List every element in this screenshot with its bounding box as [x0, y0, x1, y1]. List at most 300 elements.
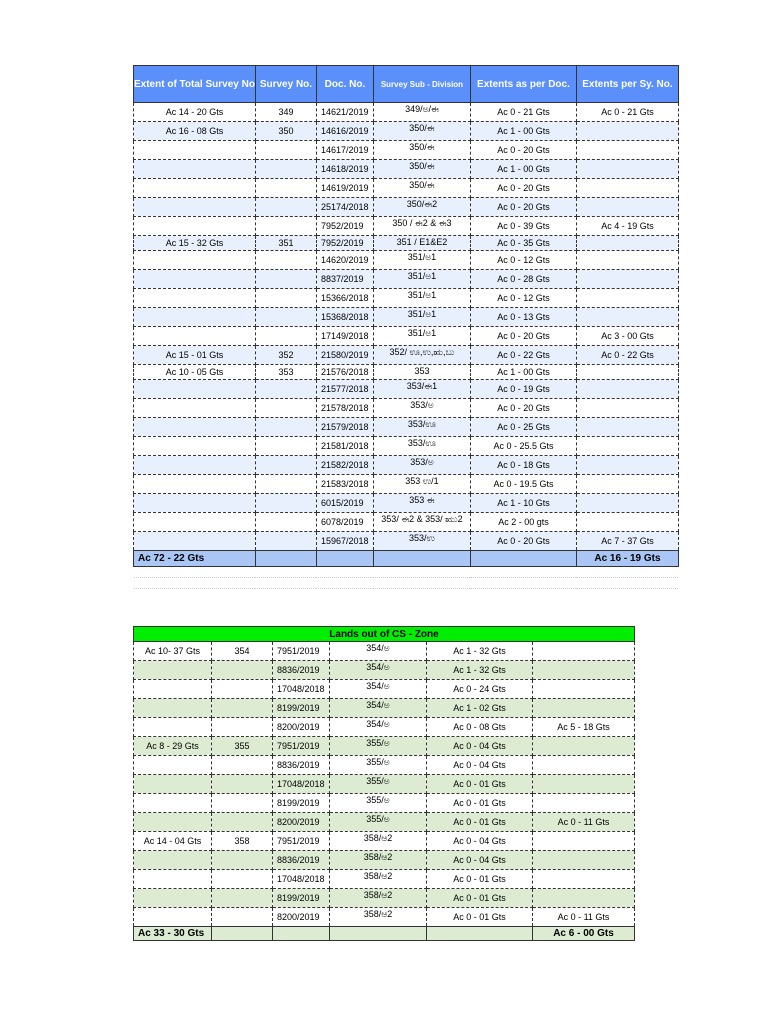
- survey-no-cell: [212, 699, 273, 718]
- table-row: [134, 756, 635, 775]
- extent-doc-cell: Ac 0 - 18 Gts: [470, 456, 576, 475]
- table-row: [134, 346, 679, 365]
- survey-no-cell: [255, 308, 316, 327]
- sub-division-cell: 354/ಅ: [330, 661, 427, 680]
- doc-no-cell: 14621/2019: [316, 103, 373, 122]
- extent-doc-cell: Ac 0 - 35 Gts: [470, 236, 576, 251]
- extent-sy-cell: Ac 0 - 22 Gts: [576, 346, 678, 365]
- extent-sy-cell: Ac 4 - 19 Gts: [576, 217, 678, 236]
- extent-sy-cell: [576, 380, 678, 399]
- sub-division-cell: 358/ಆ2: [330, 870, 427, 889]
- doc-no-cell: 8837/2019: [316, 270, 373, 289]
- spacer-row: [134, 567, 679, 578]
- extent-total-cell: [134, 794, 212, 813]
- extent-sy-cell: [576, 513, 678, 532]
- survey-no-cell: [212, 794, 273, 813]
- survey-no-cell: [255, 475, 316, 494]
- doc-no-cell: 7951/2019: [273, 737, 330, 756]
- extent-total-cell: [134, 160, 256, 179]
- empty-cell: [316, 567, 373, 578]
- extent-total-cell: [134, 699, 212, 718]
- extent-total-cell: [134, 456, 256, 475]
- sub-division-cell: 351/ಅ1: [373, 308, 470, 327]
- extent-total-cell: [134, 661, 212, 680]
- table-row: [134, 908, 635, 927]
- extent-doc-cell: Ac 0 - 20 Gts: [470, 198, 576, 217]
- doc-no-cell: 17048/2018: [273, 870, 330, 889]
- extent-sy-cell: [576, 122, 678, 141]
- survey-no-cell: [255, 399, 316, 418]
- extent-total-cell: [134, 179, 256, 198]
- empty-cell: [134, 578, 256, 589]
- extent-sy-cell: Ac 3 - 00 Gts: [576, 327, 678, 346]
- sub-division-cell: 351 / E1&E2: [373, 236, 470, 251]
- doc-no-cell: 7952/2019: [316, 236, 373, 251]
- sub-division-cell: 351/ಅ1: [373, 251, 470, 270]
- survey-no-cell: [255, 456, 316, 475]
- table-row: [134, 270, 679, 289]
- table-row: [134, 661, 635, 680]
- survey-no-cell: [212, 908, 273, 927]
- empty-cell: [255, 567, 316, 578]
- extent-doc-cell: Ac 1 - 02 Gts: [427, 699, 533, 718]
- sub-division-cell: 353/ಊ: [373, 418, 470, 437]
- extent-sy-cell: [533, 870, 635, 889]
- extent-doc-cell: Ac 0 - 20 Gts: [470, 141, 576, 160]
- doc-no-cell: 17149/2018: [316, 327, 373, 346]
- empty-cell: [373, 551, 470, 567]
- doc-no-cell: 7951/2019: [273, 832, 330, 851]
- extent-doc-cell: Ac 0 - 08 Gts: [427, 718, 533, 737]
- doc-no-cell: 8199/2019: [273, 889, 330, 908]
- sub-division-cell: 353/ಅ: [373, 456, 470, 475]
- table-row: [134, 813, 635, 832]
- table-row: [134, 179, 679, 198]
- extent-total-cell: [134, 889, 212, 908]
- survey-no-cell: [255, 532, 316, 551]
- empty-cell: [134, 567, 256, 578]
- survey-no-cell: [255, 160, 316, 179]
- extent-doc-cell: Ac 0 - 01 Gts: [427, 870, 533, 889]
- doc-no-cell: 21582/2018: [316, 456, 373, 475]
- extent-sy-cell: Ac 0 - 21 Gts: [576, 103, 678, 122]
- survey-no-cell: [255, 179, 316, 198]
- extent-doc-cell: Ac 0 - 01 Gts: [427, 794, 533, 813]
- extent-doc-cell: Ac 0 - 28 Gts: [470, 270, 576, 289]
- extent-sy-cell: Ac 0 - 11 Gts: [533, 908, 635, 927]
- extent-total-cell: Ac 16 - 08 Gts: [134, 122, 256, 141]
- total-extent-cell: Ac 33 - 30 Gts: [134, 927, 212, 941]
- sub-division-cell: 350/ಈ: [373, 141, 470, 160]
- extent-doc-cell: Ac 0 - 25 Gts: [470, 418, 576, 437]
- survey-no-cell: [255, 217, 316, 236]
- table-row: [134, 289, 679, 308]
- spacer-row: [134, 578, 679, 589]
- header-extent-per-doc: Extents as per Doc.: [470, 66, 576, 103]
- extent-doc-cell: Ac 0 - 22 Gts: [470, 346, 576, 365]
- survey-no-cell: [212, 870, 273, 889]
- table-row: [134, 494, 679, 513]
- empty-cell: [470, 551, 576, 567]
- survey-no-cell: [212, 680, 273, 699]
- extent-sy-cell: [533, 775, 635, 794]
- extent-doc-cell: Ac 0 - 13 Gts: [470, 308, 576, 327]
- doc-no-cell: 15366/2018: [316, 289, 373, 308]
- extent-total-cell: [134, 289, 256, 308]
- sub-division-cell: 358/ಆ2: [330, 832, 427, 851]
- extent-sy-cell: [533, 756, 635, 775]
- doc-no-cell: 14617/2019: [316, 141, 373, 160]
- sub-division-cell: 353 ಉ/1: [373, 475, 470, 494]
- extent-total-cell: [134, 756, 212, 775]
- doc-no-cell: 7951/2019: [273, 642, 330, 661]
- sub-division-cell: 353/ಉ: [373, 532, 470, 551]
- header-doc-no: Doc. No.: [316, 66, 373, 103]
- extent-doc-cell: Ac 1 - 00 Gts: [470, 122, 576, 141]
- extent-total-cell: [134, 870, 212, 889]
- doc-no-cell: 21581/2018: [316, 437, 373, 456]
- header-survey-sub-division: Survey Sub - Division: [373, 66, 470, 103]
- extent-doc-cell: Ac 0 - 01 Gts: [427, 813, 533, 832]
- survey-no-cell: [212, 661, 273, 680]
- empty-cell: [576, 567, 678, 578]
- table-row: [134, 851, 635, 870]
- extent-doc-cell: Ac 0 - 20 Gts: [470, 399, 576, 418]
- sub-division-cell: 352/ ಊ,ಉ,ಋ,ಬು: [373, 346, 470, 365]
- extent-doc-cell: Ac 2 - 00 gts: [470, 513, 576, 532]
- extent-doc-cell: Ac 0 - 19.5 Gts: [470, 475, 576, 494]
- table-row: [134, 308, 679, 327]
- survey-no-cell: 351: [255, 236, 316, 251]
- doc-no-cell: 21578/2018: [316, 399, 373, 418]
- empty-cell: [576, 578, 678, 589]
- survey-no-cell: 349: [255, 103, 316, 122]
- doc-no-cell: 14616/2019: [316, 122, 373, 141]
- extent-sy-cell: [576, 160, 678, 179]
- extent-sy-cell: [576, 494, 678, 513]
- sub-division-cell: 353: [373, 365, 470, 380]
- doc-no-cell: 14620/2019: [316, 251, 373, 270]
- empty-cell: [255, 551, 316, 567]
- extent-total-cell: [134, 327, 256, 346]
- doc-no-cell: 15368/2018: [316, 308, 373, 327]
- table-row: [134, 380, 679, 399]
- extent-doc-cell: Ac 0 - 25.5 Gts: [470, 437, 576, 456]
- extent-total-cell: Ac 15 - 32 Gts: [134, 236, 256, 251]
- header-extent-per-sy: Extents per Sy. No.: [576, 66, 678, 103]
- empty-cell: [427, 927, 533, 941]
- sub-division-cell: 355/ಅ: [330, 737, 427, 756]
- table-row: [134, 832, 635, 851]
- extent-total-cell: Ac 14 - 04 Gts: [134, 832, 212, 851]
- extent-total-cell: Ac 15 - 01 Gts: [134, 346, 256, 365]
- extent-doc-cell: Ac 0 - 12 Gts: [470, 251, 576, 270]
- survey-no-cell: [255, 327, 316, 346]
- survey-no-cell: [255, 418, 316, 437]
- extent-total-cell: [134, 380, 256, 399]
- extent-sy-cell: [576, 475, 678, 494]
- extent-sy-cell: [533, 699, 635, 718]
- total-row: [134, 927, 635, 941]
- doc-no-cell: 14618/2019: [316, 160, 373, 179]
- empty-cell: [373, 578, 470, 589]
- table-row: [134, 475, 679, 494]
- empty-cell: [330, 927, 427, 941]
- survey-no-cell: [212, 756, 273, 775]
- doc-no-cell: 8200/2019: [273, 908, 330, 927]
- extent-sy-cell: [576, 308, 678, 327]
- extent-sy-cell: Ac 5 - 18 Gts: [533, 718, 635, 737]
- doc-no-cell: 15967/2018: [316, 532, 373, 551]
- survey-no-cell: [212, 813, 273, 832]
- sub-division-cell: 350/ಈ: [373, 179, 470, 198]
- extent-doc-cell: Ac 0 - 01 Gts: [427, 889, 533, 908]
- extent-sy-cell: [533, 851, 635, 870]
- table-row: [134, 775, 635, 794]
- survey-no-cell: [212, 718, 273, 737]
- table-row: [134, 103, 679, 122]
- sub-division-cell: 350 / ಈ2 & ಈ3: [373, 217, 470, 236]
- header-survey-no: Survey No.: [255, 66, 316, 103]
- table-row: [134, 399, 679, 418]
- sub-division-cell: 355/ಅ: [330, 775, 427, 794]
- extent-total-cell: Ac 10 - 05 Gts: [134, 365, 256, 380]
- empty-cell: [470, 578, 576, 589]
- sub-division-cell: 350/ಈ: [373, 122, 470, 141]
- survey-no-cell: [212, 775, 273, 794]
- extent-total-cell: [134, 308, 256, 327]
- survey-no-cell: [212, 851, 273, 870]
- doc-no-cell: 21577/2018: [316, 380, 373, 399]
- survey-no-cell: [255, 251, 316, 270]
- sub-division-cell: 355/ಅ: [330, 794, 427, 813]
- table-row: [134, 718, 635, 737]
- table-row: [134, 365, 679, 380]
- sub-division-cell: 353/ಊ: [373, 437, 470, 456]
- extent-sy-cell: [576, 399, 678, 418]
- extent-total-cell: [134, 513, 256, 532]
- extent-sy-cell: [576, 437, 678, 456]
- extent-total-cell: Ac 14 - 20 Gts: [134, 103, 256, 122]
- table-row: [134, 141, 679, 160]
- extent-sy-cell: [576, 179, 678, 198]
- table-row: [134, 251, 679, 270]
- total-extent-cell: Ac 72 - 22 Gts: [134, 551, 256, 567]
- extent-sy-cell: [576, 289, 678, 308]
- sub-division-cell: 358/ಆ2: [330, 908, 427, 927]
- sub-division-cell: 351/ಅ1: [373, 270, 470, 289]
- sub-division-cell: 353/ಅ: [373, 399, 470, 418]
- extent-total-cell: [134, 198, 256, 217]
- extent-total-cell: [134, 270, 256, 289]
- empty-cell: [373, 567, 470, 578]
- empty-cell: [212, 927, 273, 941]
- table-row: [134, 532, 679, 551]
- doc-no-cell: 8200/2019: [273, 813, 330, 832]
- extent-doc-cell: Ac 0 - 04 Gts: [427, 756, 533, 775]
- sub-division-cell: 353 ಈ: [373, 494, 470, 513]
- extent-doc-cell: Ac 0 - 04 Gts: [427, 851, 533, 870]
- extent-sy-cell: [576, 418, 678, 437]
- extent-total-cell: [134, 437, 256, 456]
- header-extent-total: Extent of Total Survey No: [134, 66, 256, 103]
- table-row: [134, 217, 679, 236]
- table-row: [134, 236, 679, 251]
- empty-cell: [316, 578, 373, 589]
- table-row: [134, 198, 679, 217]
- extent-sy-cell: [576, 251, 678, 270]
- extent-doc-cell: Ac 0 - 20 Gts: [470, 327, 576, 346]
- extent-sy-cell: [533, 737, 635, 756]
- table-row: [134, 794, 635, 813]
- extent-doc-cell: Ac 0 - 24 Gts: [427, 680, 533, 699]
- extent-sy-cell: Ac 0 - 11 Gts: [533, 813, 635, 832]
- extent-sy-cell: [576, 270, 678, 289]
- total-extent-sy-cell: Ac 6 - 00 Gts: [533, 927, 635, 941]
- extent-total-cell: Ac 10- 37 Gts: [134, 642, 212, 661]
- doc-no-cell: 8199/2019: [273, 699, 330, 718]
- sub-division-cell: 355/ಅ: [330, 813, 427, 832]
- doc-no-cell: 21583/2018: [316, 475, 373, 494]
- extent-total-cell: [134, 680, 212, 699]
- extent-doc-cell: Ac 0 - 21 Gts: [470, 103, 576, 122]
- extent-sy-cell: [576, 236, 678, 251]
- extent-doc-cell: Ac 0 - 19 Gts: [470, 380, 576, 399]
- survey-table-cs-zone: [133, 65, 679, 589]
- extent-sy-cell: [533, 889, 635, 908]
- doc-no-cell: 21579/2018: [316, 418, 373, 437]
- zone-title-row: [134, 627, 635, 642]
- doc-no-cell: 17048/2018: [273, 680, 330, 699]
- doc-no-cell: 7952/2019: [316, 217, 373, 236]
- survey-no-cell: [212, 889, 273, 908]
- table-row: [134, 642, 635, 661]
- extent-sy-cell: [533, 642, 635, 661]
- table-row: [134, 699, 635, 718]
- extent-sy-cell: [576, 141, 678, 160]
- total-extent-sy-cell: Ac 16 - 19 Gts: [576, 551, 678, 567]
- survey-no-cell: [255, 289, 316, 308]
- extent-doc-cell: Ac 0 - 20 Gts: [470, 532, 576, 551]
- extent-sy-cell: [576, 198, 678, 217]
- survey-no-cell: 353: [255, 365, 316, 380]
- extent-total-cell: [134, 217, 256, 236]
- survey-no-cell: [255, 494, 316, 513]
- table-row: [134, 737, 635, 756]
- extent-doc-cell: Ac 0 - 01 Gts: [427, 908, 533, 927]
- sub-division-cell: 358/ಆ2: [330, 889, 427, 908]
- table-row: [134, 456, 679, 475]
- table-row: [134, 122, 679, 141]
- sub-division-cell: 354/ಅ: [330, 680, 427, 699]
- sub-division-cell: 350/ಈ: [373, 160, 470, 179]
- extent-doc-cell: Ac 0 - 39 Gts: [470, 217, 576, 236]
- extent-total-cell: [134, 813, 212, 832]
- extent-total-cell: [134, 851, 212, 870]
- extent-sy-cell: [576, 365, 678, 380]
- extent-total-cell: [134, 908, 212, 927]
- extent-doc-cell: Ac 1 - 00 Gts: [470, 160, 576, 179]
- extent-sy-cell: [533, 794, 635, 813]
- extent-doc-cell: Ac 0 - 04 Gts: [427, 737, 533, 756]
- doc-no-cell: 14619/2019: [316, 179, 373, 198]
- table-row: [134, 327, 679, 346]
- sub-division-cell: 350/ಈ2: [373, 198, 470, 217]
- doc-no-cell: 8836/2019: [273, 851, 330, 870]
- table-header-row: [134, 66, 679, 103]
- extent-total-cell: [134, 494, 256, 513]
- sub-division-cell: 351/ಅ1: [373, 289, 470, 308]
- sub-division-cell: 354/ಅ: [330, 642, 427, 661]
- doc-no-cell: 17048/2018: [273, 775, 330, 794]
- sub-division-cell: 355/ಅ: [330, 756, 427, 775]
- doc-no-cell: 21576/2018: [316, 365, 373, 380]
- extent-doc-cell: Ac 1 - 10 Gts: [470, 494, 576, 513]
- extent-total-cell: [134, 251, 256, 270]
- extent-doc-cell: Ac 1 - 32 Gts: [427, 642, 533, 661]
- total-row: [134, 551, 679, 567]
- survey-no-cell: [255, 198, 316, 217]
- extent-total-cell: Ac 8 - 29 Gts: [134, 737, 212, 756]
- table-row: [134, 513, 679, 532]
- extent-sy-cell: Ac 7 - 37 Gts: [576, 532, 678, 551]
- doc-no-cell: 8199/2019: [273, 794, 330, 813]
- extent-total-cell: [134, 532, 256, 551]
- sub-division-cell: 354/ಅ: [330, 718, 427, 737]
- doc-no-cell: 6015/2019: [316, 494, 373, 513]
- extent-doc-cell: Ac 0 - 20 Gts: [470, 179, 576, 198]
- survey-no-cell: [255, 513, 316, 532]
- survey-table-out-of-cs-zone: [133, 626, 635, 941]
- survey-no-cell: 355: [212, 737, 273, 756]
- doc-no-cell: 21580/2019: [316, 346, 373, 365]
- empty-cell: [255, 578, 316, 589]
- sub-division-cell: 358/ಆ2: [330, 851, 427, 870]
- sub-division-cell: 351/ಅ1: [373, 327, 470, 346]
- doc-no-cell: 25174/2018: [316, 198, 373, 217]
- zone-title: Lands out of CS - Zone: [134, 627, 635, 642]
- empty-cell: [273, 927, 330, 941]
- sub-division-cell: 354/ಅ: [330, 699, 427, 718]
- survey-no-cell: [255, 437, 316, 456]
- empty-cell: [470, 567, 576, 578]
- extent-sy-cell: [576, 456, 678, 475]
- doc-no-cell: 6078/2019: [316, 513, 373, 532]
- extent-total-cell: [134, 718, 212, 737]
- doc-no-cell: 8836/2019: [273, 756, 330, 775]
- table-row: [134, 437, 679, 456]
- survey-no-cell: 358: [212, 832, 273, 851]
- doc-no-cell: 8200/2019: [273, 718, 330, 737]
- doc-no-cell: 8836/2019: [273, 661, 330, 680]
- survey-no-cell: 350: [255, 122, 316, 141]
- extent-doc-cell: Ac 0 - 12 Gts: [470, 289, 576, 308]
- sub-division-cell: 353/ ಈ2 & 353/ ಋು2: [373, 513, 470, 532]
- table-row: [134, 160, 679, 179]
- extent-total-cell: [134, 418, 256, 437]
- table-row: [134, 889, 635, 908]
- extent-sy-cell: [533, 680, 635, 699]
- extent-total-cell: [134, 475, 256, 494]
- extent-total-cell: [134, 399, 256, 418]
- table-row: [134, 418, 679, 437]
- empty-cell: [316, 551, 373, 567]
- sub-division-cell: 353/ಈ1: [373, 380, 470, 399]
- extent-total-cell: [134, 141, 256, 160]
- survey-no-cell: 352: [255, 346, 316, 365]
- extent-sy-cell: [533, 661, 635, 680]
- extent-doc-cell: Ac 0 - 04 Gts: [427, 832, 533, 851]
